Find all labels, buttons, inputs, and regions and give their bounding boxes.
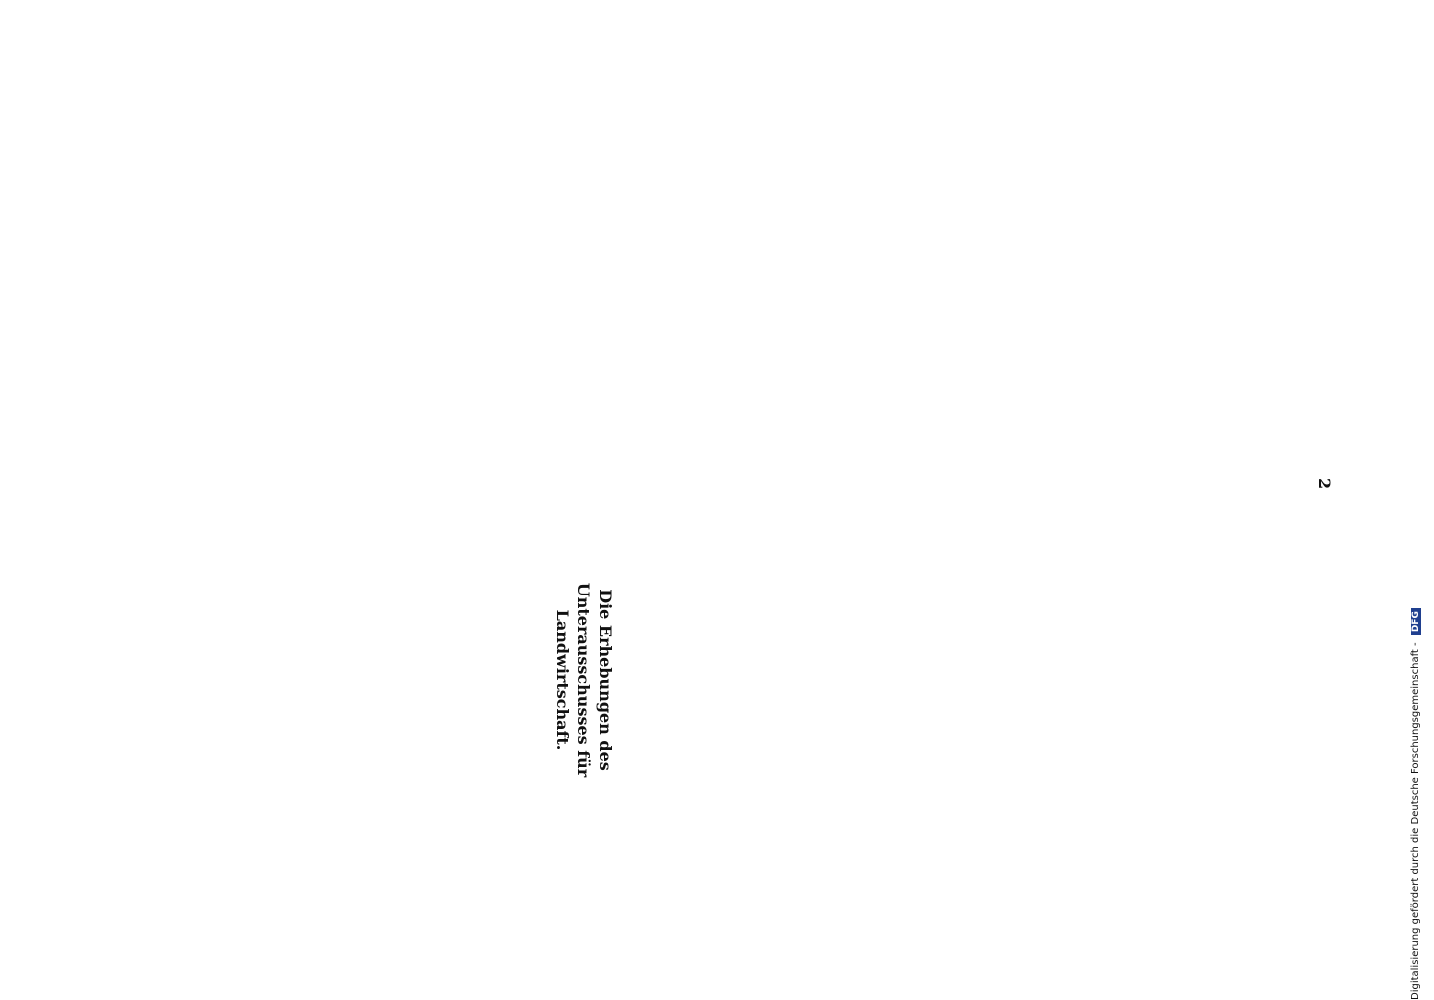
digitization-footer [1410, 580, 1421, 1000]
dfg-logo: DFG [1411, 608, 1421, 635]
footer-text: Digitalisierung gefördert durch die Deutsche Forschungsgemeinschaft - [1410, 642, 1421, 1000]
page-number: 2 [1315, 478, 1334, 490]
section-heading: Die Erhebungen des Unterausschusses für Landwirtschaft. [552, 582, 615, 778]
